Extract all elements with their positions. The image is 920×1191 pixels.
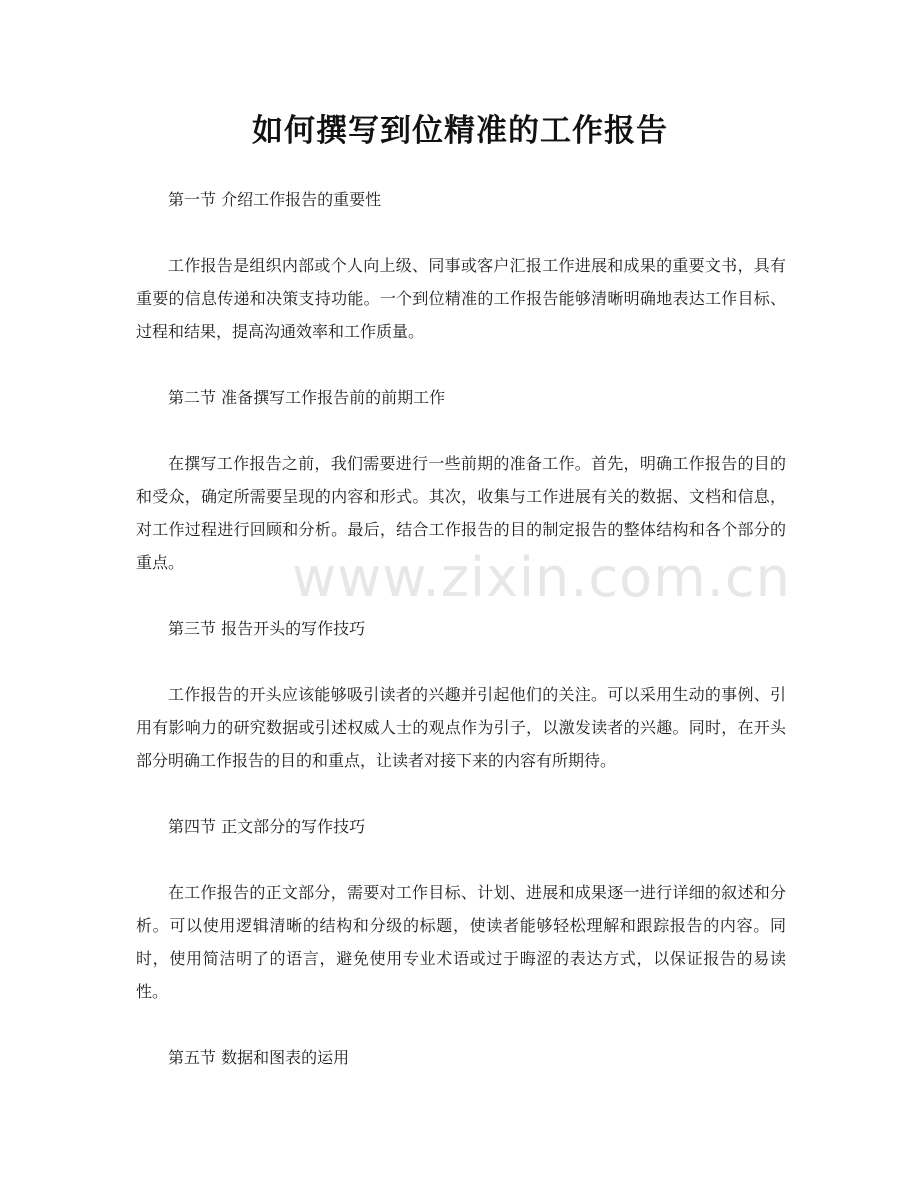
section-paragraph-4: 在工作报告的正文部分，需要对工作目标、计划、进展和成果逐一进行详细的叙述和分析。可以使用逻辑清晰的结构和分级的标题，使读者能够轻松理解和跟踪报告的内容。同时，使用简洁明了的语言，避免使用专业术语或过于晦涩的表达方式，以保证报告的易读性。 bbox=[136, 883, 786, 1001]
section-heading-4: 第四节 正文部分的写作技巧 bbox=[168, 817, 366, 836]
section-paragraph-3: 工作报告的开头应该能够吸引读者的兴趣并引起他们的关注。可以采用生动的事例、引用有影响力的研究数据或引述权威人士的观点作为引子，以激发读者的兴趣。同时，在开头部分明确工作报告的目的和重点，让读者对接下来的内容有所期待。 bbox=[136, 685, 786, 770]
document-body bbox=[136, 183, 786, 1107]
watermark: www.zixin.com.cn bbox=[292, 546, 791, 609]
section-heading-3: 第三节 报告开头的写作技巧 bbox=[168, 619, 366, 638]
section-heading-2: 第二节 准备撰写工作报告前的前期工作 bbox=[168, 388, 446, 407]
section-heading-5: 第五节 数据和图表的运用 bbox=[168, 1048, 350, 1067]
document-title: 如何撰写到位精准的工作报告 bbox=[252, 113, 668, 149]
section-paragraph-2: 在撰写工作报告之前，我们需要进行一些前期的准备工作。首先，明确工作报告的目的和受众，确定所需要呈现的内容和形式。其次，收集与工作进展有关的数据、文档和信息，对工作过程进行回顾和分析。最后，结合工作报告的目的制定报告的整体结构和各个部分的重点。 bbox=[136, 454, 786, 572]
section-paragraph-1: 工作报告是组织内部或个人向上级、同事或客户汇报工作进展和成果的重要文书，具有重要的信息传递和决策支持功能。一个到位精准的工作报告能够清晰明确地表达工作目标、过程和结果，提高沟通效率和工作质量。 bbox=[136, 256, 786, 341]
section-heading-1: 第一节 介绍工作报告的重要性 bbox=[168, 190, 382, 209]
